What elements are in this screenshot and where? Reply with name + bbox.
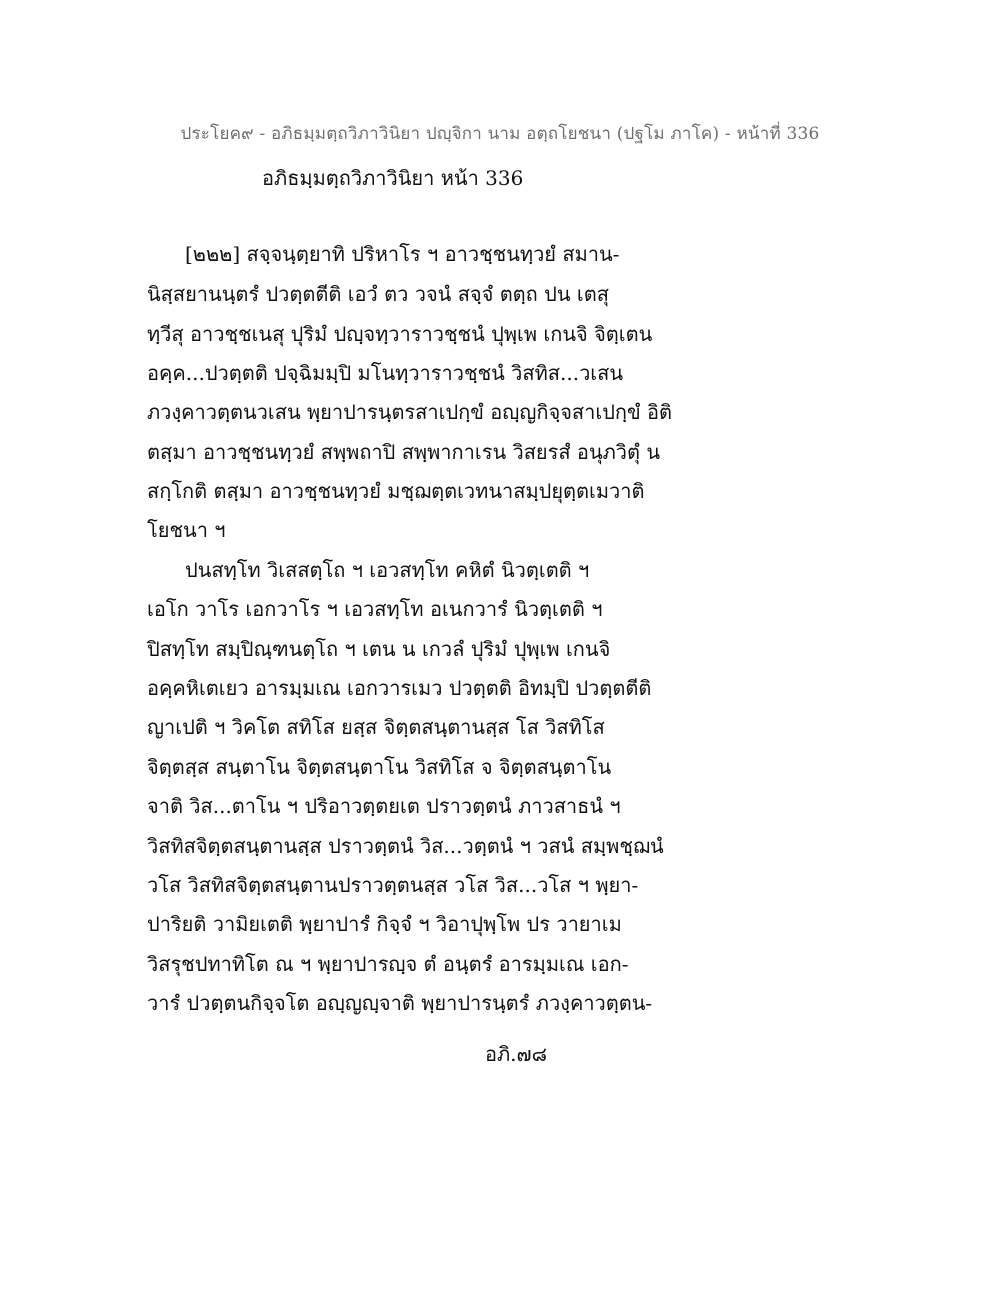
running-header: ประโยค๙ - อภิธมฺมตฺถวิภาวินิยา ปญฺจิกา นาม อตฺถโยชนา (ปฐโม ภาโค) - หน้าที่ 336 [180,124,820,144]
text-line: ตสฺมา อาวชฺชนทฺวยํ สพฺพถาปิ สพฺพากาเรน วิสยรสํ อนุภวิตุํ น [147,440,661,464]
text-line: ทฺวีสุ อาวชฺชเนสุ ปุริมํ ปญฺจทฺวาราวชฺชนํ ปุพฺเพ เกนจิ จิตฺเตน [147,322,653,346]
text-line: วารํ ปวตฺตนกิจฺจโต อญฺญญฺจาติ พฺยาปารนฺตรํ ภวงฺคาวตฺตน- [147,991,653,1015]
text-line: ปาริยติ วามิยเตติ พฺยาปารํ กิจฺจํ ฯ วิอาปุพฺโพ ปร วายาเม [147,912,622,936]
text-line: ปิสทฺโท สมฺปิณฺฑนตฺโถ ฯ เตน น เกวลํ ปุริมํ ปุพฺเพ เกนจิ [147,637,611,661]
text-line: เอโก วาโร เอกวาโร ฯ เอวสทฺโท อเนกวารํ นิวตฺเตติ ฯ [147,597,603,621]
text-line: จิตฺตสฺส สนฺตาโน จิตฺตสนฺตาโน วิสทิโส จ จิตฺตสนฺตาโน [147,755,612,779]
text-line: อคฺค...ปวตฺตติ ปจฺฉิมมฺปิ มโนทฺวาราวชฺชนํ วิสทิส...วเสน [147,361,624,385]
text-line: จาติ วิส...ตาโน ฯ ปริอาวตฺตยเต ปราวตฺตนํ ภาวสาธนํ ฯ [147,794,621,818]
text-line: ปนสทฺโท วิเสสตฺโถ ฯ เอวสทฺโท คหิตํ นิวตฺเตติ ฯ [185,558,590,582]
text-line: สกฺโกติ ตสฺมา อาวชฺชนทฺวยํ มชฺฌตฺตเวทนาสมฺปยุตฺตเมวาติ [147,479,645,503]
text-line: อคฺคหิเตเยว อารมฺมเณ เอกวารเมว ปวตฺตติ อิทมฺปิ ปวตฺตตีติ [147,676,652,700]
text-line: วโส วิสทิสจิตฺตสนฺตานปราวตฺตนสฺส วโส วิส...วโส ฯ พฺยา- [147,873,639,897]
text-line: ภวงฺคาวตฺตนวเสน พฺยาปารนฺตรสาเปกฺขํ อญฺญกิจฺจสาเปกฺขํ อิติ [147,400,673,424]
text-line: โยชนา ฯ [147,518,226,542]
text-line: ญาเปติ ฯ วิคโต สทิโส ยสฺส จิตฺตสนฺตานสฺส โส วิสทิโส [147,715,605,739]
page-signature: อภิ.๗๘ [484,1042,548,1066]
text-line: วิสทิสจิตฺตสนฺตานสฺส ปราวตฺตนํ วิส...วตฺตนํ ฯ วสนํ สมฺพชฺฌนํ [147,834,664,858]
page-title: อภิธมฺมตฺถวิภาวินิยา หน้า 336 [262,166,524,190]
text-line: วิสรุชปทาทิโต ณ ฯ พฺยาปารญฺจ ตํ อนฺตรํ อารมฺมเณ เอก- [147,952,629,976]
text-line: [๒๒๒] สจฺจนฺตฺยาทิ ปริหาโร ฯ อาวชฺชนทฺวยํ สมาน- [185,242,620,266]
text-line: นิสฺสยานนฺตรํ ปวตฺตตีติ เอวํ ตว วจนํ สจฺจํ ตตฺถ ปน เตสุ [147,282,609,306]
